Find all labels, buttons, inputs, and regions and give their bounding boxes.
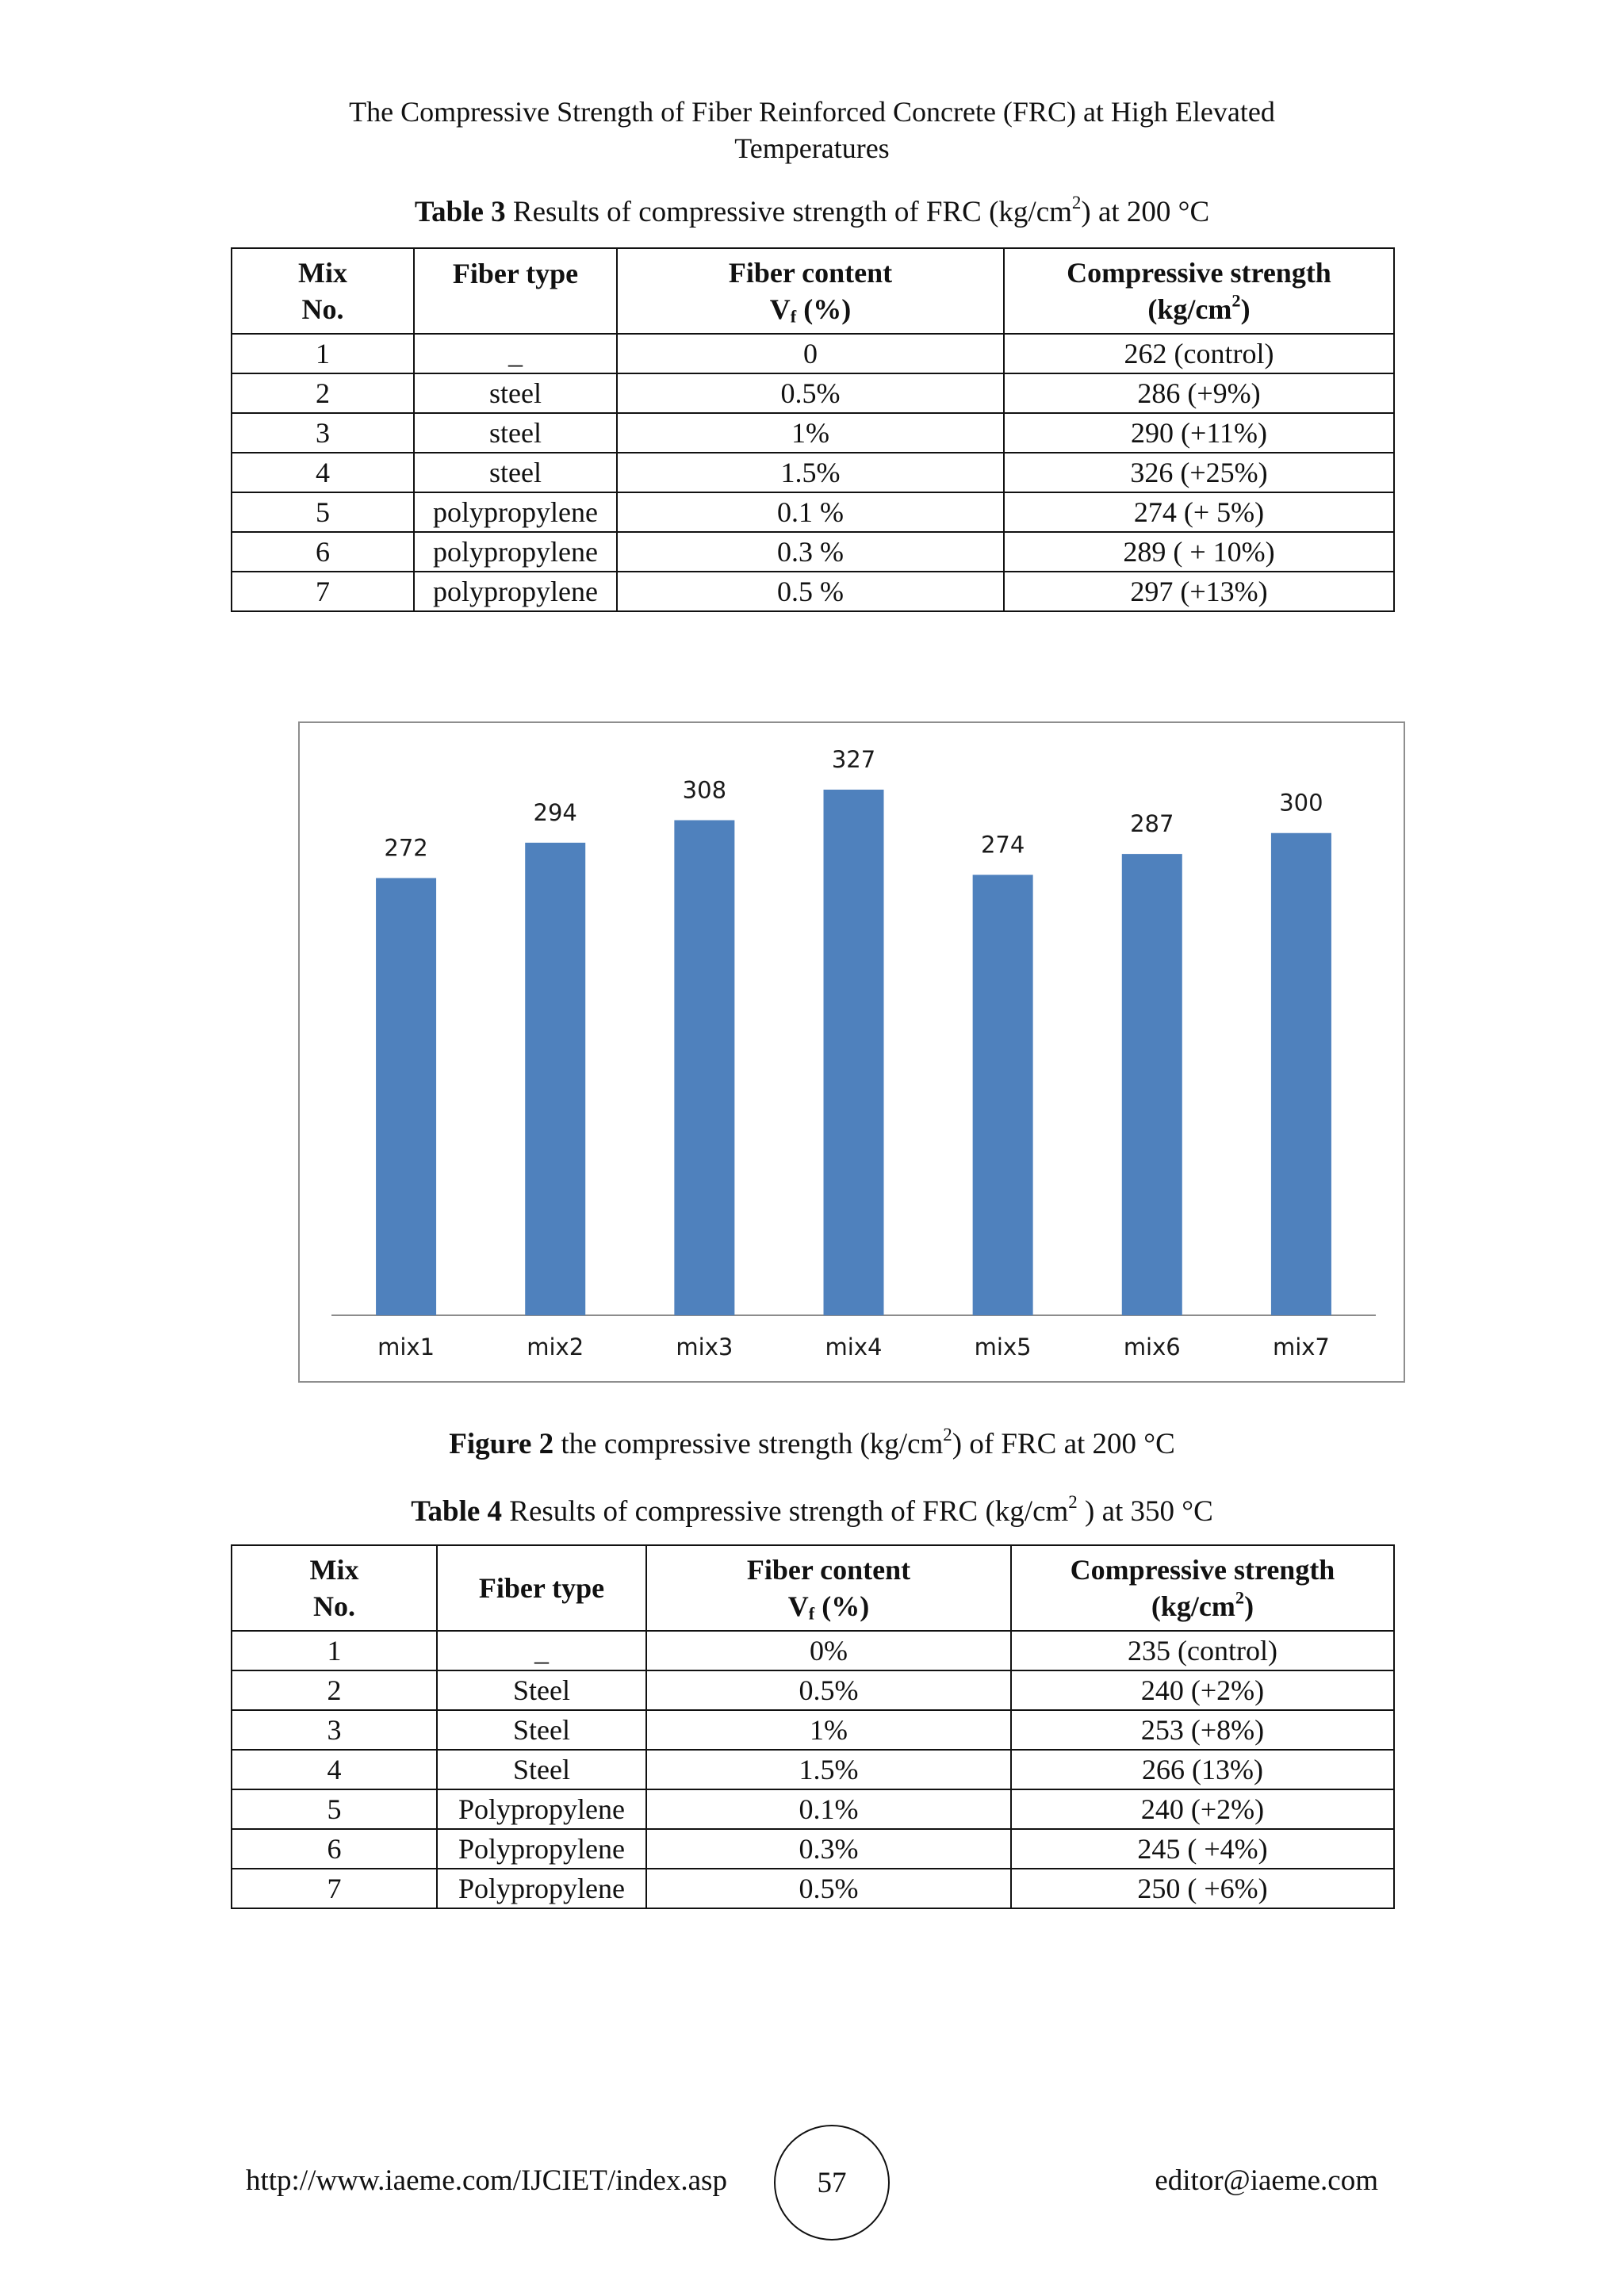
table4-cell-strength: 235 (control): [1011, 1631, 1394, 1670]
table3-cell-mix: 6: [232, 532, 414, 572]
table4-cell-strength: 240 (+2%): [1011, 1789, 1394, 1829]
table3-header-row: [232, 248, 1394, 334]
table4-cell-mix: 7: [232, 1869, 437, 1908]
table3-cell-mix: 3: [232, 413, 414, 453]
data-label-mix1: 272: [384, 834, 428, 862]
table3-cell-mix: 2: [232, 373, 414, 413]
table3-cell-strength: 262 (control): [1004, 334, 1394, 373]
table4-caption-sup: 2: [1068, 1491, 1078, 1512]
running-head-line2: Temperatures: [734, 132, 890, 164]
table4-caption: [0, 1491, 1624, 1530]
table-row: [232, 1869, 1394, 1908]
table4-cell-fiber: Steel: [437, 1670, 646, 1710]
table4-cell-fiber: Polypropylene: [437, 1829, 646, 1869]
table3-caption-text-end: ) at 200 °C: [1081, 196, 1210, 228]
table3-caption: [0, 194, 1624, 231]
table-row: [232, 1829, 1394, 1869]
table3-cell-strength: 274 (+ 5%): [1004, 492, 1394, 532]
table3-caption-text: Results of compressive strength of FRC (kg/cm: [505, 196, 1072, 228]
figure2-caption-sup: 2: [943, 1424, 952, 1445]
table3-caption-sup: 2: [1071, 192, 1082, 212]
footer-email-link[interactable]: editor@iaeme.com: [1155, 2164, 1378, 2197]
table-row: [232, 334, 1394, 373]
data-label-mix7: 300: [1279, 789, 1323, 817]
table4-cell-strength: 245 ( +4%): [1011, 1829, 1394, 1869]
table-row: [232, 572, 1394, 611]
x-tick-label-mix6: mix6: [1123, 1334, 1181, 1360]
table3-cell-strength: 289 ( + 10%): [1004, 532, 1394, 572]
table4-cell-content: 0.5%: [646, 1670, 1011, 1710]
table4-cell-mix: 5: [232, 1789, 437, 1829]
x-tick-label-mix5: mix5: [974, 1334, 1032, 1360]
bar-mix2: [525, 843, 585, 1315]
table4-caption-label: Table 4: [411, 1495, 503, 1528]
table4-header-strength: Compressive strength $(kg/cm^2)$: [1011, 1545, 1394, 1631]
table4-cell-fiber: Steel: [437, 1750, 646, 1789]
x-tick-label-mix7: mix7: [1272, 1334, 1330, 1360]
table4-caption-text-end: ) at 350 °C: [1077, 1495, 1213, 1528]
table4-cell-fiber: Steel: [437, 1710, 646, 1750]
x-tick-label-mix1: mix1: [377, 1334, 435, 1360]
table3-cell-content: 0: [617, 334, 1004, 373]
data-label-mix3: 308: [682, 776, 727, 804]
table4-cell-content: 0%: [646, 1631, 1011, 1670]
table3-cell-fiber: steel: [414, 413, 617, 453]
table3-header-fiber-content: Fiber content $V_f$ (%): [617, 248, 1004, 334]
x-tick-label-mix3: mix3: [676, 1334, 733, 1360]
table3-cell-strength: 290 (+11%): [1004, 413, 1394, 453]
table4-cell-mix: 6: [232, 1829, 437, 1869]
figure2-caption-label: Figure 2: [449, 1428, 554, 1460]
table3-cell-fiber: polypropylene: [414, 532, 617, 572]
table4-cell-content: 0.5%: [646, 1869, 1011, 1908]
table-row: [232, 1750, 1394, 1789]
bar-mix7: [1271, 833, 1331, 1315]
bar-mix4: [824, 790, 884, 1315]
table4-cell-mix: 2: [232, 1670, 437, 1710]
page-number-text: 57: [817, 2166, 847, 2199]
x-tick-label-mix2: mix2: [527, 1334, 584, 1360]
table4-header-fiber-content: Fiber content $V_f$ (%): [646, 1545, 1011, 1631]
table3-cell-fiber: steel: [414, 453, 617, 492]
table4-cell-mix: 3: [232, 1710, 437, 1750]
bar-chart-svg: [300, 723, 1404, 1381]
figure2-caption: [0, 1426, 1624, 1463]
table3-header-strength: Compressive strength $(kg/cm^2)$: [1004, 248, 1394, 334]
table3-cell-strength: 326 (+25%): [1004, 453, 1394, 492]
table3-cell-fiber: steel: [414, 373, 617, 413]
running-head-line1: The Compressive Strength of Fiber Reinforced Concrete (FRC) at High Elevated: [349, 96, 1275, 128]
table4-cell-strength: 240 (+2%): [1011, 1670, 1394, 1710]
table-row: [232, 1789, 1394, 1829]
table-row: [232, 532, 1394, 572]
table3-cell-content: 0.5%: [617, 373, 1004, 413]
figure2-caption-text-end: ) of FRC at 200 °C: [952, 1428, 1175, 1460]
table-row: [232, 453, 1394, 492]
table3-cell-strength: 297 (+13%): [1004, 572, 1394, 611]
data-label-mix2: 294: [533, 798, 577, 826]
table3-cell-mix: 7: [232, 572, 414, 611]
table4-cell-mix: 4: [232, 1750, 437, 1789]
table3-cell-content: 0.1 %: [617, 492, 1004, 532]
table3-cell-content: 1.5%: [617, 453, 1004, 492]
running-head: [0, 94, 1624, 166]
table4-cell-content: 1.5%: [646, 1750, 1011, 1789]
table4-cell-fiber: Polypropylene: [437, 1869, 646, 1908]
figure2-chart: [298, 721, 1405, 1383]
page-number: [774, 2125, 890, 2241]
table3-cell-mix: 5: [232, 492, 414, 532]
x-tick-label-mix4: mix4: [825, 1334, 883, 1360]
table3-cell-fiber: _: [414, 334, 617, 373]
table4-cell-content: 1%: [646, 1710, 1011, 1750]
table3-cell-fiber: polypropylene: [414, 492, 617, 532]
table-row: [232, 492, 1394, 532]
table4-cell-mix: 1: [232, 1631, 437, 1670]
table4-header-mix: Mix No.: [232, 1545, 437, 1631]
table3-cell-mix: 4: [232, 453, 414, 492]
table4-cell-fiber: _: [437, 1631, 646, 1670]
table4: [231, 1544, 1395, 1909]
bar-mix6: [1122, 854, 1182, 1315]
table-row: [232, 1631, 1394, 1670]
table4-cell-strength: 250 ( +6%): [1011, 1869, 1394, 1908]
table3-header-mix: Mix No.: [232, 248, 414, 334]
table4-caption-text: Results of compressive strength of FRC (kg/cm: [502, 1495, 1069, 1528]
table3-cell-content: 0.3 %: [617, 532, 1004, 572]
table4-cell-strength: 266 (13%): [1011, 1750, 1394, 1789]
table4-cell-content: 0.3%: [646, 1829, 1011, 1869]
table4-cell-fiber: Polypropylene: [437, 1789, 646, 1829]
bar-mix5: [973, 874, 1033, 1315]
footer-url-link[interactable]: http://www.iaeme.com/IJCIET/index.asp: [246, 2164, 727, 2197]
bar-mix3: [674, 821, 734, 1315]
table-row: [232, 413, 1394, 453]
table-row: [232, 1710, 1394, 1750]
table-row: [232, 1670, 1394, 1710]
table3-cell-mix: 1: [232, 334, 414, 373]
table4-header-fiber-type: Fiber type: [437, 1545, 646, 1631]
data-label-mix4: 327: [831, 746, 876, 773]
bar-mix1: [376, 878, 436, 1315]
table3-cell-strength: 286 (+9%): [1004, 373, 1394, 413]
table4-cell-strength: 253 (+8%): [1011, 1710, 1394, 1750]
table3-cell-content: 0.5 %: [617, 572, 1004, 611]
data-label-mix5: 274: [980, 831, 1025, 859]
table3-header-fiber-type: Fiber type: [414, 248, 617, 334]
table4-header-row: [232, 1545, 1394, 1631]
table-row: [232, 373, 1394, 413]
data-label-mix6: 287: [1130, 810, 1174, 838]
figure2-caption-text: the compressive strength (kg/cm: [553, 1428, 944, 1460]
table3-cell-fiber: polypropylene: [414, 572, 617, 611]
table4-cell-content: 0.1%: [646, 1789, 1011, 1829]
table3-caption-label: Table 3: [414, 196, 506, 228]
table3-cell-content: 1%: [617, 413, 1004, 453]
table3: [231, 247, 1395, 612]
